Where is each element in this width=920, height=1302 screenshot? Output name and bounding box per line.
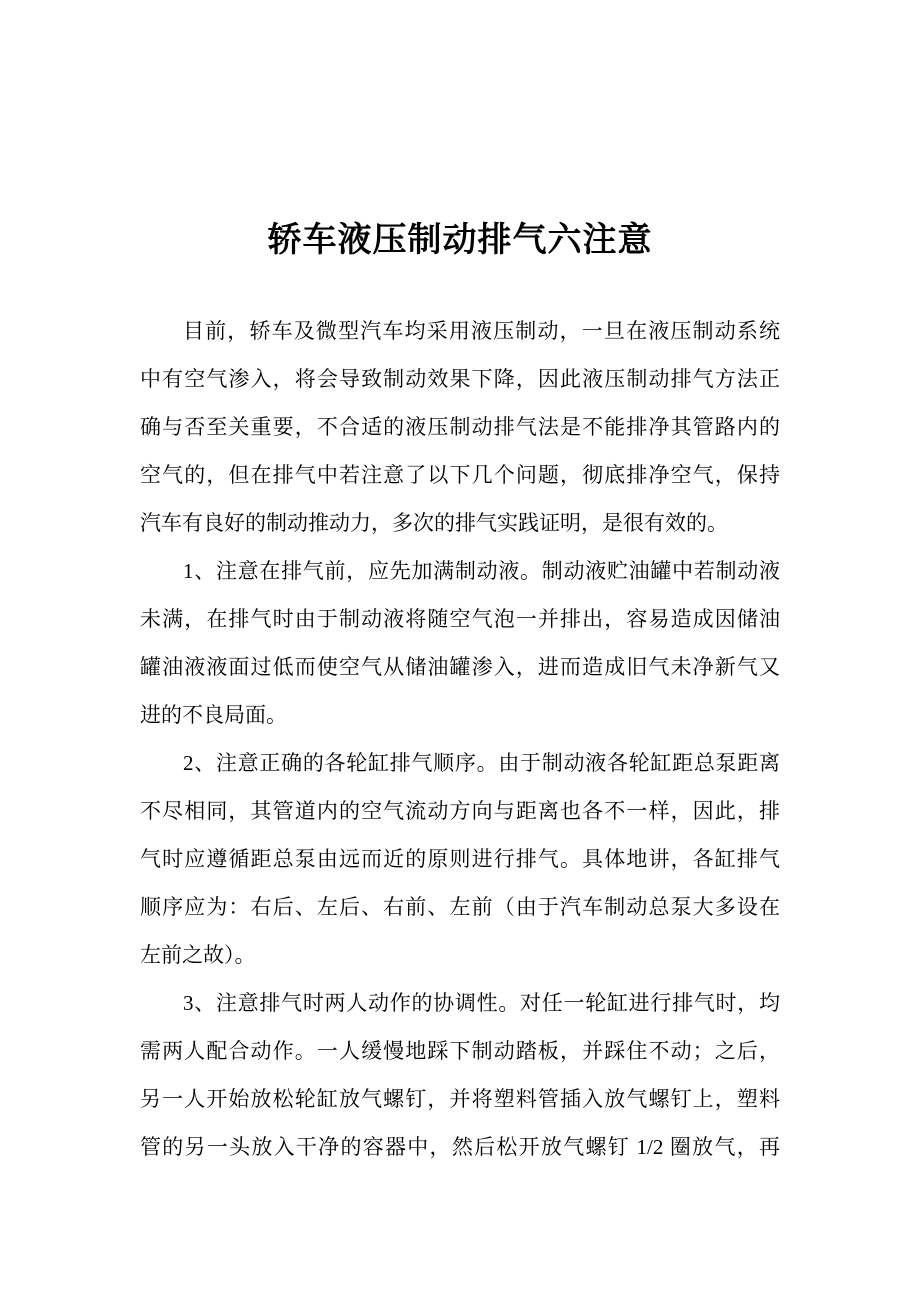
paragraph [140,553,780,745]
paragraph-line: 1、注意在排气前，应先加满制动液。制动液贮油罐中若制动液 [183,559,780,583]
document-body [140,313,780,1177]
paragraph-line: 中有空气渗入，将会导致制动效果下降，因此液压制动排气方法正 [140,367,780,391]
paragraph-line: 确与否至关重要，不合适的液压制动排气法是不能排净其管路内的 [140,415,780,439]
paragraph-line: 空气的，但在排气中若注意了以下几个问题，彻底排净空气，保持 [140,463,780,487]
paragraph [140,985,780,1177]
paragraph-line: 2、注意正确的各轮缸排气顺序。由于制动液各轮缸距总泵距离 [183,751,780,775]
paragraph [140,313,780,553]
paragraph-line: 顺序应为：右后、左后、右前、左前（由于汽车制动总泵大多设在 [140,895,780,919]
paragraph-line: 气时应遵循距总泵由远而近的原则进行排气。具体地讲，各缸排气 [140,847,780,871]
paragraph-line: 另一人开始放松轮缸放气螺钉，并将塑料管插入放气螺钉上，塑料 [140,1087,780,1111]
paragraph-line: 进的不良局面。 [140,703,287,727]
paragraph-line: 未满，在排气时由于制动液将随空气泡一并排出，容易造成因储油 [140,607,780,631]
paragraph-line: 不尽相同，其管道内的空气流动方向与距离也各不一样，因此，排 [140,799,780,823]
document-title: 轿车液压制动排气六注意 [267,222,653,259]
paragraph [140,745,780,985]
paragraph-line: 需两人配合动作。一人缓慢地踩下制动踏板，并踩住不动；之后， [140,1039,780,1063]
paragraph-line: 管的另一头放入干净的容器中，然后松开放气螺钉 1/2 圈放气，再 [140,1135,780,1159]
paragraph-line: 目前，轿车及微型汽车均采用液压制动，一旦在液压制动系统 [183,319,780,343]
paragraph-line: 汽车有良好的制动推动力，多次的排气实践证明，是很有效的。 [140,511,728,535]
paragraph-line: 左前之故）。 [140,943,256,967]
paragraph-line: 罐油液液面过低而使空气从储油罐渗入，进而造成旧气未净新气又 [140,655,780,679]
paragraph-line: 3、注意排气时两人动作的协调性。对任一轮缸进行排气时，均 [183,991,780,1015]
